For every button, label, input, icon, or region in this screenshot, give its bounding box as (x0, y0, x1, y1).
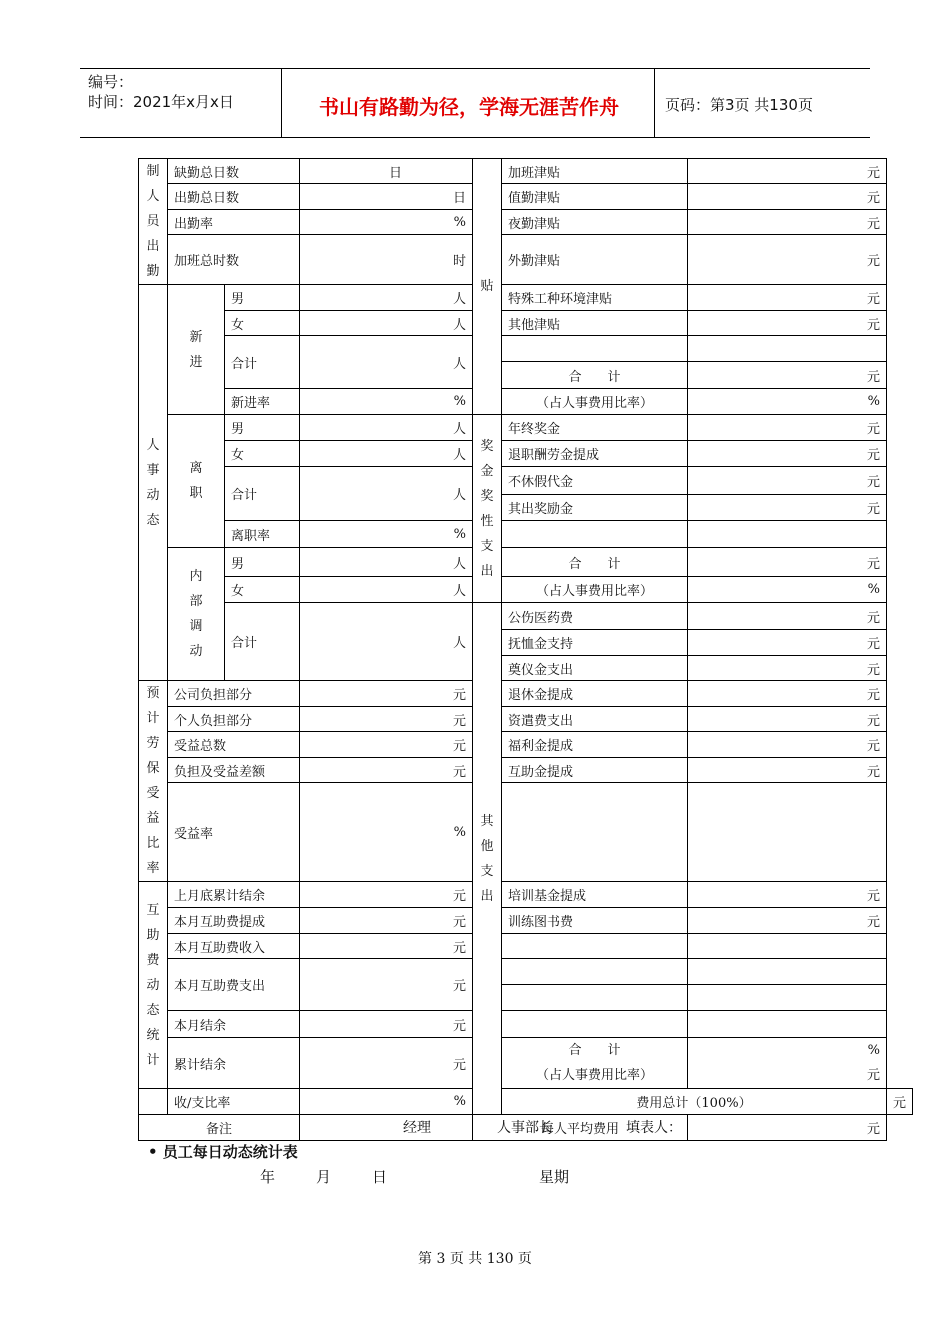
label-benefit-total: 受益总数 (168, 732, 300, 758)
label-cumulative-balance: 累计结余 (168, 1038, 300, 1089)
signature-hr-head: 人事部长 (497, 1120, 553, 1136)
unit-transfer-total: 人 (300, 603, 473, 681)
unit-transfer-male: 人 (300, 548, 473, 577)
header-divider-right (654, 69, 655, 137)
unit-retirement-reward: 元 (688, 441, 887, 467)
label-income-expense-ratio: 收/支比率 (168, 1089, 300, 1115)
personnel-expense-table (138, 158, 913, 1141)
label-transfer-male: 男 (225, 548, 300, 577)
unit-allowance-total: 元 (688, 362, 887, 389)
group-mutual-aid-title: 互 助 费 动 态 统 计 (139, 882, 168, 1089)
resignation-title: 离 职 (168, 415, 225, 548)
label-other-ratio: （占人事费用比率） (535, 1068, 653, 1083)
unit-pension-support: 元 (688, 630, 887, 656)
unit-duty-allowance: 元 (688, 184, 887, 210)
label-overtime-allowance: 加班津贴 (502, 159, 688, 184)
bonus-blank-unit (688, 521, 887, 548)
label-benefit-rate: 受益率 (168, 783, 300, 882)
label-new-total: 合计 (225, 336, 300, 389)
date-day: 日 (372, 1168, 388, 1186)
header-page-info: 页码：第3页 共130页 (665, 96, 813, 114)
label-new-rate: 新进率 (225, 389, 300, 415)
label-month-aid-expense: 本月互助费支出 (168, 959, 300, 1011)
unit-no-vacation-pay: 元 (688, 467, 887, 495)
label-no-vacation-pay: 不休假代金 (502, 467, 688, 495)
other-blank-unit-4 (688, 1011, 887, 1038)
other-blank-cell-4 (502, 1011, 688, 1038)
unit-other-incentive: 元 (688, 495, 887, 521)
unit-company-share: 元 (300, 681, 473, 707)
unit-leave-female: 人 (300, 441, 473, 467)
label-mutual-aid-provision: 互助金提成 (502, 758, 688, 783)
signature-manager: 经理 (403, 1120, 431, 1136)
group-insurance-title: 预 计 劳 保 受 益 比 率 (139, 681, 168, 882)
unit-new-male: 人 (300, 285, 473, 311)
label-month-aid-income: 本月互助费收入 (168, 934, 300, 959)
unit-overtime-hours: 时 (300, 235, 473, 285)
mutual-aid-blank-unit (688, 783, 887, 882)
label-transfer-total: 合计 (225, 603, 300, 681)
label-personal-share: 个人负担部分 (168, 707, 300, 732)
label-funeral-expense: 奠仪金支出 (502, 656, 688, 681)
label-allowance-ratio: （占人事费用比率） (502, 389, 688, 415)
label-field-allowance: 外勤津贴 (502, 235, 688, 285)
unit-avg-per-person: 元 (688, 1115, 887, 1141)
group-bonus-title: 奖 金 奖 性 支 出 (473, 415, 502, 603)
header-motto: 书山有路勤为径，学海无涯苦作舟 (319, 95, 619, 119)
unit-year-end-bonus: 元 (688, 415, 887, 441)
date-year: 年 (260, 1168, 276, 1186)
unit-absence-days: 日 (300, 159, 473, 184)
unit-attendance-rate: % (300, 210, 473, 235)
unit-attendance-days: 日 (300, 184, 473, 210)
unit-injury-medical: 元 (688, 603, 887, 630)
other-blank-cell-1 (502, 934, 688, 959)
bonus-blank-cell (502, 521, 688, 548)
label-new-female: 女 (225, 311, 300, 336)
unit-bonus-ratio: % (688, 577, 887, 603)
label-other-incentive: 其出奖励金 (502, 495, 688, 521)
page-footer: 第 3 页 共 130 页 (418, 1251, 532, 1267)
label-avg-per-person: 每人平均费用 (473, 1115, 688, 1141)
label-welfare-provision: 福利金提成 (502, 732, 688, 758)
unit-last-month-balance: 元 (300, 882, 473, 908)
label-remark: 备注 (139, 1115, 300, 1141)
unit-benefit-total: 元 (300, 732, 473, 758)
other-blank-cell-3 (502, 985, 688, 1011)
section-title: • 员工每日动态统计表 (148, 1143, 298, 1161)
label-retirement-reward: 退职酬劳金提成 (502, 441, 688, 467)
unit-severance-expense: 元 (688, 707, 887, 732)
label-year-end-bonus: 年终奖金 (502, 415, 688, 441)
unit-leave-male: 人 (300, 415, 473, 441)
group-other-expense-title: 其 他 支 出 (473, 603, 502, 1115)
unit-bonus-total: 元 (688, 548, 887, 577)
unit-training-books: 元 (688, 908, 887, 934)
label-allowance-total: 合 计 (502, 362, 688, 389)
label-company-share: 公司负担部分 (168, 681, 300, 707)
other-blank-unit-3 (688, 985, 887, 1011)
unit-retirement-provision: 元 (688, 681, 887, 707)
unit-burden-benefit-diff: 元 (300, 758, 473, 783)
group-attendance-title: 制 人 员 出 勤 (139, 159, 168, 285)
label-last-month-balance: 上月底累计结余 (168, 882, 300, 908)
label-leave-rate: 离职率 (225, 521, 300, 548)
label-other-allowance: 其他津贴 (502, 311, 688, 336)
label-transfer-female: 女 (225, 577, 300, 603)
unit-night-allowance: 元 (688, 210, 887, 235)
label-training-books: 训练图书费 (502, 908, 688, 934)
time-label: 时间：2021年x月x日 (88, 93, 234, 111)
label-night-allowance: 夜勤津贴 (502, 210, 688, 235)
label-new-male: 男 (225, 285, 300, 311)
label-leave-male: 男 (225, 415, 300, 441)
other-blank-cell-2 (502, 959, 688, 985)
other-total-ratio-units (688, 1038, 887, 1089)
unit-welfare-provision: 元 (688, 732, 887, 758)
unit-other-total: % (867, 1043, 880, 1058)
signature-filler: 填表人： (626, 1120, 682, 1136)
unit-field-allowance: 元 (688, 235, 887, 285)
other-total-ratio-cell (502, 1038, 688, 1089)
unit-month-aid-expense: 元 (300, 959, 473, 1011)
page-header (80, 68, 870, 138)
label-attendance-rate: 出勤率 (168, 210, 300, 235)
unit-transfer-female: 人 (300, 577, 473, 603)
label-severance-expense: 资遣费支出 (502, 707, 688, 732)
new-hire-title: 新 进 (168, 285, 225, 415)
label-overtime-hours: 加班总时数 (168, 235, 300, 285)
unit-funeral-expense: 元 (688, 656, 887, 681)
unit-new-female: 人 (300, 311, 473, 336)
label-expense-total: 费用总计（100%） (502, 1089, 887, 1115)
allowance-blank-unit (688, 336, 887, 362)
unit-personal-share: 元 (300, 707, 473, 732)
label-duty-allowance: 值勤津贴 (502, 184, 688, 210)
other-blank-unit-1 (688, 934, 887, 959)
unit-training-fund: 元 (688, 882, 887, 908)
label-leave-total: 合计 (225, 467, 300, 521)
label-burden-benefit-diff: 负担及受益差额 (168, 758, 300, 783)
label-training-fund: 培训基金提成 (502, 882, 688, 908)
other-blank-unit-2 (688, 959, 887, 985)
unit-allowance-ratio: % (688, 389, 887, 415)
unit-benefit-rate: % (300, 783, 473, 882)
label-other-total: 合 计 (568, 1043, 621, 1058)
label-leave-female: 女 (225, 441, 300, 467)
unit-new-total: 人 (300, 336, 473, 389)
number-label: 编号： (88, 73, 134, 91)
label-bonus-ratio: （占人事费用比率） (502, 577, 688, 603)
label-month-balance: 本月结余 (168, 1011, 300, 1038)
label-pension-support: 抚恤金支持 (502, 630, 688, 656)
label-attendance-days: 出勤总日数 (168, 184, 300, 210)
mutual-aid-blank-cell (502, 783, 688, 882)
unit-month-aid-provision: 元 (300, 908, 473, 934)
header-divider-left (281, 69, 282, 137)
unit-leave-rate: % (300, 521, 473, 548)
unit-overtime-allowance: 元 (688, 159, 887, 184)
label-bonus-total: 合 计 (502, 548, 688, 577)
date-month: 月 (316, 1168, 332, 1186)
unit-special-env-allowance: 元 (688, 285, 887, 311)
unit-new-rate: % (300, 389, 473, 415)
label-retirement-provision: 退休金提成 (502, 681, 688, 707)
unit-expense-total: 元 (887, 1089, 913, 1115)
unit-income-expense-ratio: % (300, 1089, 473, 1115)
group-personnel-title: 人 事 动 态 (139, 285, 168, 681)
unit-mutual-aid-provision: 元 (688, 758, 887, 783)
unit-month-aid-income: 元 (300, 934, 473, 959)
label-special-env-allowance: 特殊工种环境津贴 (502, 285, 688, 311)
unit-month-balance: 元 (300, 1011, 473, 1038)
label-absence-days: 缺勤总日数 (168, 159, 300, 184)
unit-leave-total: 人 (300, 467, 473, 521)
allowance-blank-cell (502, 336, 688, 362)
unit-other-ratio: 元 (866, 1068, 880, 1083)
label-injury-medical: 公伤医药费 (502, 603, 688, 630)
unit-other-allowance: 元 (688, 311, 887, 336)
remark-value (300, 1115, 473, 1141)
unit-cumulative-balance: 元 (300, 1038, 473, 1089)
group-allowance-title: 贴 (473, 159, 502, 415)
blank-first-col (139, 1089, 168, 1115)
label-month-aid-provision: 本月互助费提成 (168, 908, 300, 934)
date-weekday: 星期 (539, 1168, 570, 1186)
header-meta (88, 72, 234, 112)
transfer-title: 内 部 调 动 (168, 548, 225, 681)
